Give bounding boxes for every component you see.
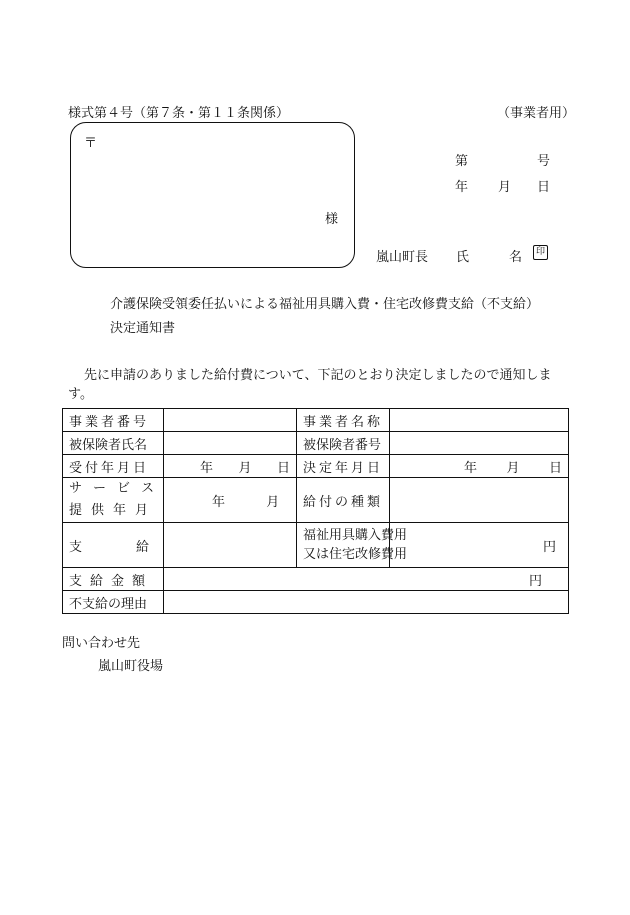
table-row: [63, 432, 569, 455]
service-month-label-line2: 提供年月: [69, 503, 158, 518]
welfare-cost-line2: 又は住宅改修費用: [303, 547, 408, 562]
document-title-line2: 決定通知書: [110, 321, 176, 336]
doc-number-go: 号: [537, 154, 551, 169]
insured-number-label: 被保険者番号: [297, 432, 390, 455]
provider-number-value: [164, 409, 297, 432]
body-text-line2: す。: [68, 387, 93, 402]
table-row: [63, 568, 569, 591]
benefit-type-label: 給付の種類: [297, 478, 390, 523]
address-box: [70, 122, 355, 268]
insured-number-value: [390, 432, 569, 455]
service-month-label-line1: サービス: [69, 481, 166, 496]
received-date-label: 受付年月日: [63, 455, 164, 478]
provider-name-value: [390, 409, 569, 432]
honorific-sama: 様: [325, 212, 339, 227]
decision-date-value: [390, 455, 569, 478]
welfare-cost-label: [297, 523, 408, 568]
table-row: [63, 591, 569, 614]
table-row: [63, 409, 569, 432]
table-row: [63, 523, 569, 568]
contact-label: 問い合わせ先: [62, 636, 141, 651]
payment-label-char1: 支: [69, 539, 83, 555]
payment-amount-yen: 円: [164, 568, 569, 591]
form-number: 様式第４号（第７条・第１１条関係）: [68, 106, 290, 121]
received-year: 年: [200, 460, 214, 476]
contact-office: 嵐山町役場: [98, 659, 164, 674]
doc-date-day: 日: [537, 180, 551, 195]
service-month-label: [63, 478, 164, 523]
payment-amount-label: 支給金額: [63, 568, 164, 591]
decision-day: 日: [548, 460, 562, 476]
non-payment-reason-value: [164, 591, 569, 614]
seal-mark: 印: [533, 245, 548, 260]
issuer-mei: 名: [509, 250, 523, 265]
insured-name-label: 被保険者氏名: [63, 432, 164, 455]
received-day: 日: [276, 460, 290, 476]
welfare-cost-yen: 円: [390, 523, 569, 568]
doc-date-year: 年: [455, 180, 469, 195]
benefit-type-value: [390, 478, 569, 523]
doc-number-dai: 第: [455, 154, 469, 169]
welfare-cost-line1: 福祉用具購入費用: [303, 528, 408, 543]
service-month-value: [164, 478, 297, 523]
insured-name-value: [164, 432, 297, 455]
provider-number-label: 事業者番号: [63, 409, 164, 432]
table-row: [63, 478, 569, 523]
postal-mark: 〒: [84, 136, 98, 151]
doc-date-month: 月: [498, 180, 512, 195]
table-row: [63, 455, 569, 478]
provider-name-label: 事業者名称: [297, 409, 390, 432]
received-month: 月: [238, 460, 252, 476]
decision-month: 月: [506, 460, 520, 476]
document-title-line1: 介護保険受領委任払いによる福祉用具購入費・住宅改修費支給（不支給）: [110, 297, 540, 312]
decision-date-label: 決定年月日: [297, 455, 390, 478]
decision-year: 年: [464, 460, 478, 476]
decision-table: [62, 408, 569, 614]
payment-value: [164, 523, 297, 568]
received-date-value: [164, 455, 297, 478]
issuer-title: 嵐山町長: [376, 250, 429, 265]
body-text-line1: 先に申請のありました給付費について、下記のとおり決定しましたので通知しま: [84, 368, 552, 383]
service-year: 年: [212, 494, 226, 510]
issuer-shi: 氏: [456, 250, 470, 265]
payment-label: [63, 523, 164, 568]
service-month: 月: [266, 494, 280, 510]
audience-label: （事業者用）: [497, 106, 576, 121]
payment-label-char2: 給: [135, 539, 149, 555]
non-payment-reason-label: 不支給の理由: [63, 591, 164, 614]
